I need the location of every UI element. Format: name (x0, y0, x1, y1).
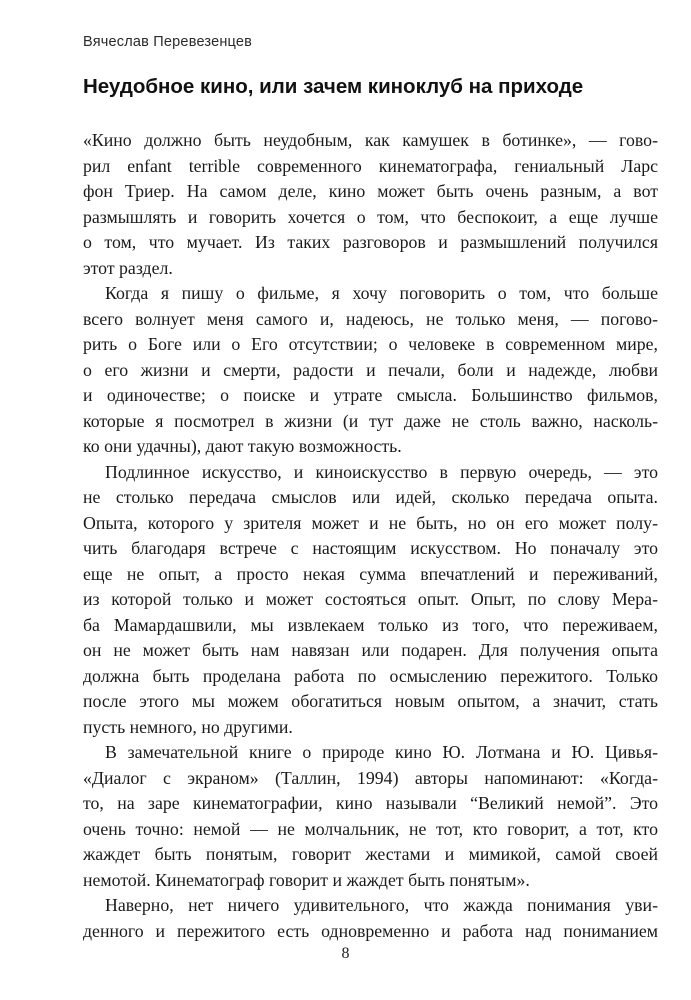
text-line: он не может быть нам навязан или подарен. Для получения опыта (83, 640, 658, 660)
text-line: не столько передача смыслов или идей, сколько передача опыта. (83, 487, 658, 507)
text-line: рил enfant terrible современного кинематографа, гениальный Ларс (83, 155, 658, 176)
text-line: Когда я пишу о фильме, я хочу поговорить о том, что больше (105, 283, 658, 303)
text-line: из которой только и может состояться опыт. Опыт, по слову Мера- (83, 589, 658, 609)
text-line: то, на заре кинематографии, кино называли “Великий немой”. Это (83, 793, 658, 813)
text-line: Опыта, которого у зрителя может и не быть, но он его может полу- (83, 512, 658, 533)
text-line: ба Мамардашвили, мы извлекаем только из того, что переживаем, (83, 614, 658, 635)
body-text (83, 128, 658, 944)
text-line: ко они удачны), дают такую возможность. (83, 436, 402, 456)
page-number: 8 (341, 945, 350, 962)
running-header-author: Вячеслав Перевезенцев (83, 34, 253, 50)
text-line: В замечательной книге о природе кино Ю. Лотмана и Ю. Цивья- (105, 742, 658, 762)
paragraph (83, 128, 658, 281)
paragraph (83, 281, 658, 460)
text-line: после этого мы можем обогатиться новым опытом, а значит, стать (83, 691, 658, 711)
text-line: еще не опыт, а просто некая сумма впечатлений и переживаний, (83, 563, 658, 584)
text-line: рить о Боге или о Его отсутствии; о человеке в современном мире, (83, 334, 658, 354)
paragraph (83, 893, 658, 944)
text-line: чить благодаря встрече с настоящим искусством. Но поначалу это (83, 538, 658, 558)
paragraph (83, 740, 658, 893)
text-line: жаждет быть понятым, говорит жестами и мимикой, самой своей (83, 844, 658, 864)
chapter-title: Неудобное кино, или зачем киноклуб на приходе (83, 75, 584, 98)
text-line: денного и пережитого есть одновременно и работа над пониманием (83, 920, 658, 941)
text-line: «Кино должно быть неудобным, как камушек в ботинке», — гово- (83, 130, 658, 150)
text-line: пусть немного, но другими. (83, 716, 293, 737)
text-line: всего волнует меня самого и, надеюсь, не только меня, — погово- (83, 308, 658, 329)
text-line: немотой. Кинематограф говорит и жаждет быть понятым». (83, 869, 530, 890)
text-line: размышлять и говорить хочется о том, что беспокоит, а еще лучше (83, 206, 658, 227)
text-line: должна быть проделана работа по осмыслению пережитого. Только (83, 665, 658, 686)
text-line: очень точно: немой — не молчальник, не тот, кто говорит, а тот, кто (83, 818, 658, 839)
text-line: этот раздел. (83, 257, 173, 278)
text-line: Подлинное искусство, и киноискусство в первую очередь, — это (105, 461, 658, 482)
text-line: фон Триер. На самом деле, кино может быть очень разным, а вот (83, 181, 658, 201)
text-line: Наверно, нет ничего удивительного, что жажда понимания уви- (105, 895, 658, 915)
text-line: и одиночестве; о поиске и утрате смысла. Большинство фильмов, (83, 385, 658, 405)
paragraph (83, 460, 658, 741)
text-line: о том, что мучает. Из таких разговоров и размышлений получился (83, 232, 658, 252)
text-line: «Диалог с экраном» (Таллин, 1994) авторы напоминают: «Когда- (83, 767, 658, 788)
text-line: которые я посмотрел в жизни (и тут даже не столь важно, насколь- (83, 410, 658, 431)
text-line: о его жизни и смерти, радости и печали, боли и надежде, любви (83, 359, 658, 380)
